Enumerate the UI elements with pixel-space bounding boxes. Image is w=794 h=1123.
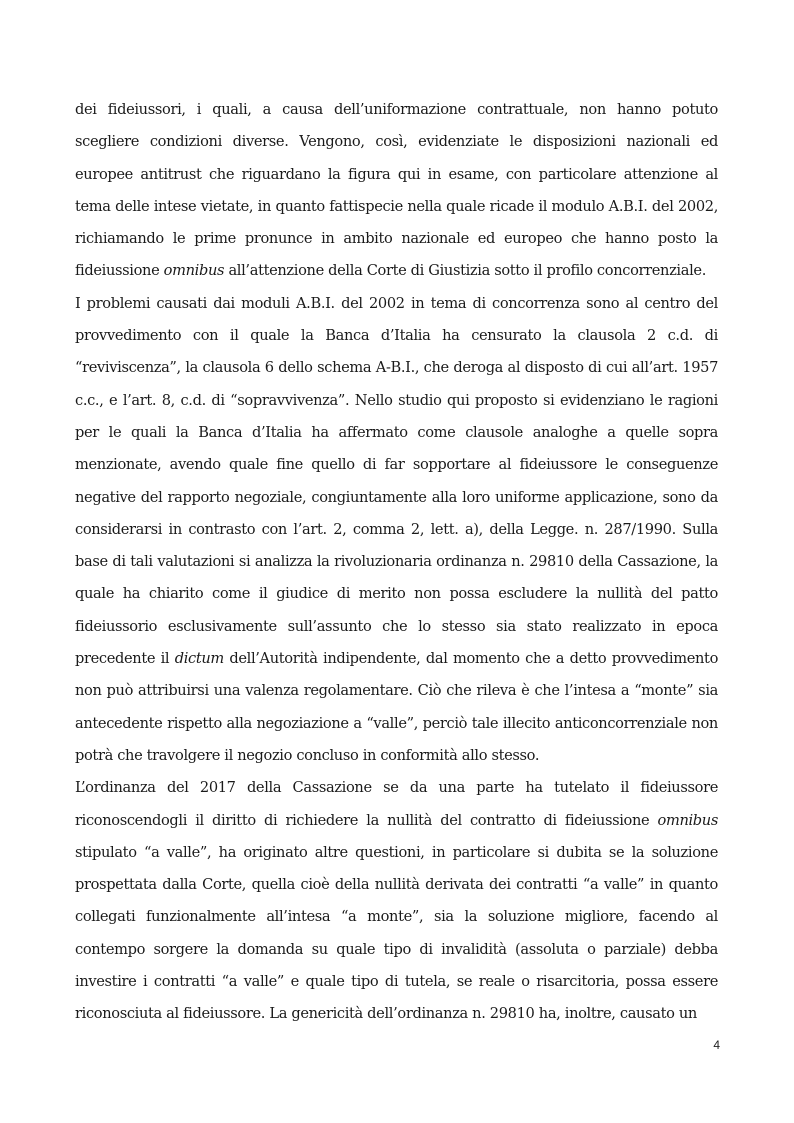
paragraph-3-italic-omnibus: omnibus: [657, 811, 718, 829]
paragraph-1-text-b: all’attenzione della Corte di Giustizia sotto il profilo concorrenziale.: [224, 262, 706, 280]
paragraph-2-text-a: I problemi causati dai moduli A.B.I. del 2002 in tema di concorrenza sono al centro del provvedimento con il quale la Banca d’Italia ha censurato la clausola 2 c.d. di “reviviscenza”, la clausola 6 dello schema A-B.I., che deroga al disposto di cui all’art. 1957 c.c., e l’art. 8, c.d. di “sopravvivenza”. Nello studio qui proposto si evidenziano le ragioni per le quali la Banca d’Italia ha affermato come clausole analoghe a quelle sopra menzionate, avendo quale fine quello di far sopportare al fideiussore le conseguenze negative del rapporto negoziale, congiuntamente alla loro uniforme applicazione, sono da considerarsi in contrasto con l’art. 2, comma 2, lett. a), della Legge. n. 287/1990. Sulla base di tali valutazioni si analizza la rivoluzionaria ordinanza n. 29810 della Cassazione, la quale ha chiarito come il giudice di merito non possa escludere la nullità del patto fideiussorio esclusivamente sull’assunto che lo stesso sia stato realizzato in epoca precedente il: [75, 294, 718, 668]
paragraph-1-text-a: dei fideiussori, i quali, a causa dell’uniformazione contrattuale, non hanno potuto scegliere condizioni diverse. Vengono, così, evidenziate le disposizioni nazionali ed europee antitrust che riguardano la figura qui in esame, con particolare attenzione al tema delle intese vietate, in quanto fattispecie nella quale ricade il modulo A.B.I. del 2002, richiamando le prime pronunce in ambito nazionale ed europeo che hanno posto la fideiussione: [75, 101, 718, 280]
paragraph-3: [75, 772, 718, 1030]
page-number: 4: [713, 1038, 720, 1052]
paragraph-3-text-a: L’ordinanza del 2017 della Cassazione se da una parte ha tutelato il fideiussore riconoscendogli il diritto di richiedere la nullità del contratto di fideiussione: [75, 779, 718, 829]
paragraph-1-italic-omnibus: omnibus: [163, 262, 225, 280]
paragraph-1: [75, 94, 718, 288]
paragraph-3-text-b: stipulato “a valle”, ha originato altre questioni, in particolare si dubita se la soluzione prospettata dalla Corte, quella cioè della nullità derivata dei contratti “a valle” in quanto collegati funzionalmente all’intesa “a monte”, sia la soluzione migliore, facendo al contempo sorgere la domanda su quale tipo di invalidità (assoluta o parziale) debba investire i contratti “a valle” e quale tipo di tutela, se reale o risarcitoria, possa essere riconosciuta al fideiussore. La genericità dell’ordinanza n. 29810 ha, inoltre, causato un: [75, 843, 718, 1023]
paragraph-2-text-b: dell’Autorità indipendente, dal momento che a detto provvedimento non può attribuirsi una valenza regolamentare. Ciò che rileva è che l’intesa a “monte” sia antecedente rispetto alla negoziazione a “valle”, perciò tale illecito anticoncorrenziale non potrà che travolgere il negozio concluso in conformità allo stesso.: [75, 650, 719, 764]
body-text: [75, 94, 718, 1031]
paragraph-2-italic-dictum: dictum: [174, 650, 224, 668]
paragraph-2: [75, 288, 718, 772]
